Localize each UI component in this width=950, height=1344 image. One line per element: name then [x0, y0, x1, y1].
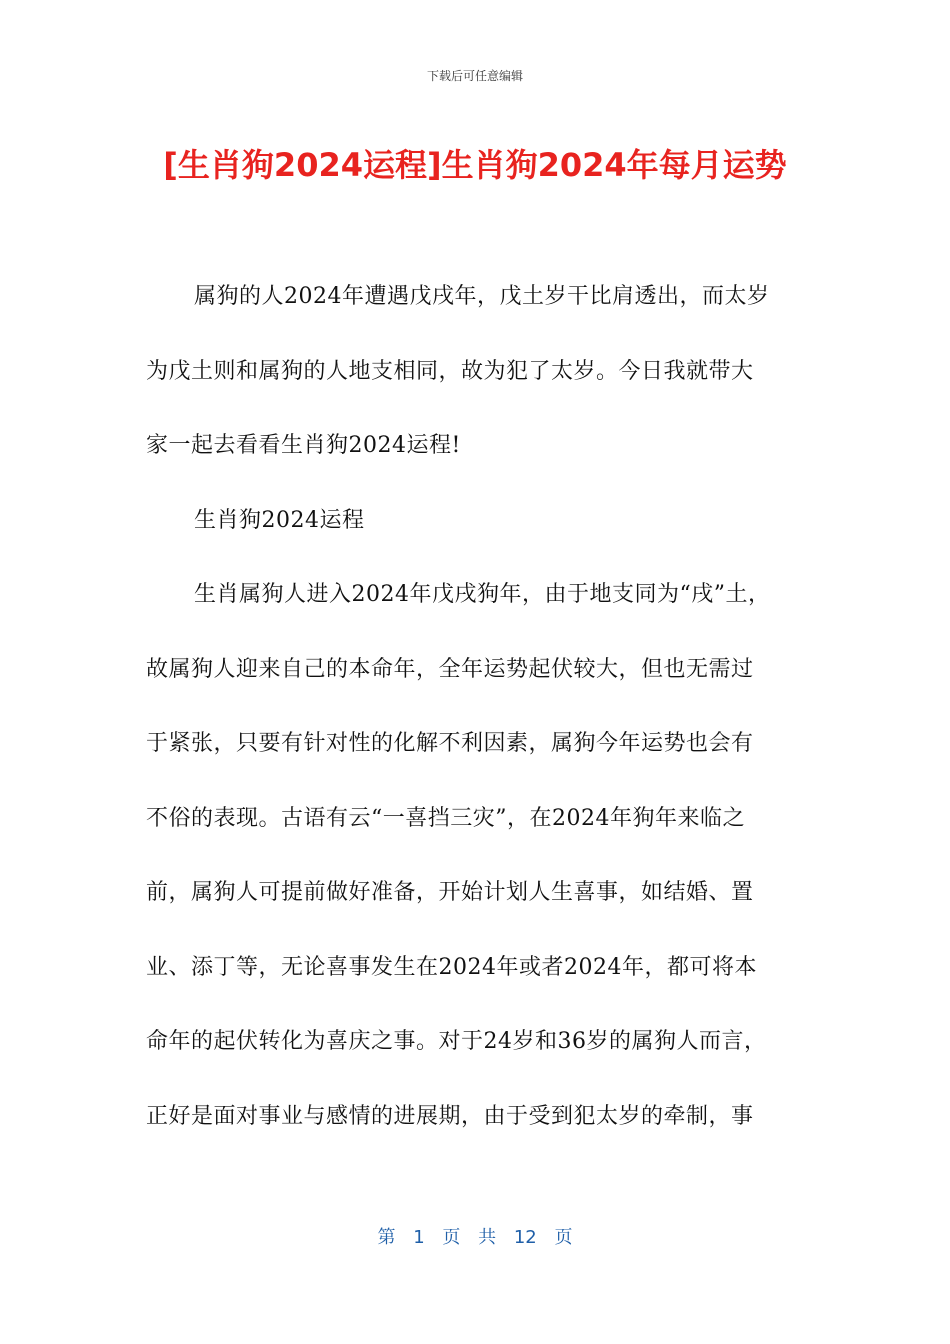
header-note: 下载后可任意编辑	[426, 69, 523, 83]
paragraph-line: 生肖属狗人进入2024年戊戌狗年，由于地支同为“戌”土，	[194, 582, 771, 607]
page-number-footer: 第 1 页 共 12 页	[377, 1227, 573, 1248]
paragraph-line: 前，属狗人可提前做好准备，开始计划人生喜事，如结婚、置	[146, 880, 754, 905]
paragraph-line: 于紧张，只要有针对性的化解不利因素，属狗今年运势也会有	[146, 731, 754, 756]
paragraph-line: 故属狗人迎来自己的本命年，全年运势起伏较大，但也无需过	[146, 656, 754, 682]
document-body	[146, 260, 806, 1154]
paragraph-line: 正好是面对事业与感情的进展期，由于受到犯太岁的牵制，事	[146, 1103, 754, 1129]
paragraph-line: 为戊土则和属狗的人地支相同，故为犯了太岁。今日我就带大	[146, 358, 754, 384]
document-title: [生肖狗2024运程]生肖狗2024年每月运势	[163, 146, 787, 184]
paragraph-line: 不俗的表现。古语有云“一喜挡三灾”，在2024年狗年来临之	[146, 805, 745, 831]
paragraph-line: 属狗的人2024年遭遇戊戌年，戊土岁干比肩透出，而太岁	[194, 284, 770, 309]
section-heading: 生肖狗2024运程	[194, 507, 365, 533]
paragraph-line: 命年的起伏转化为喜庆之事。对于24岁和36岁的属狗人而言，	[146, 1029, 767, 1054]
paragraph-line: 家一起去看看生肖狗2024运程!	[146, 433, 461, 458]
paragraph-line: 业、添丁等，无论喜事发生在2024年或者2024年，都可将本	[146, 954, 757, 980]
